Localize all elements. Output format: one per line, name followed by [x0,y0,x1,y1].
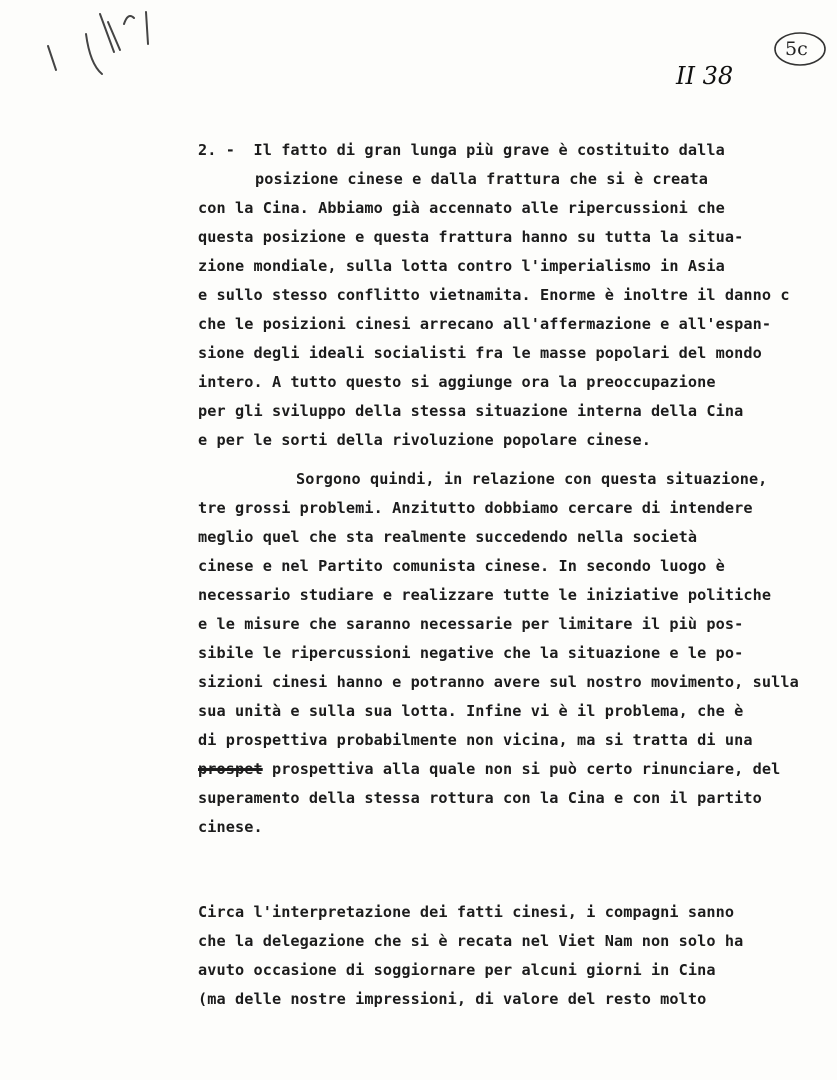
text-line: sizioni cinesi hanno e potranno avere sul nostro movimento, sulla [198,673,799,691]
text-line: posizione cinese e dalla frattura che si è creata [255,170,708,188]
text-line: (ma delle nostre impressioni, di valore del resto molto [198,990,707,1008]
text-line: Circa l'interpretazione dei fatti cinesi, i compagni sanno [198,903,735,921]
text-line: e per le sorti della rivoluzione popolare cinese. [198,431,651,449]
page-stamp-text: 5c [785,38,808,60]
text-line: questa posizione e questa frattura hanno su tutta la situa- [198,228,744,246]
text-line-continuation: prospettiva alla quale non si può certo rinunciare, del [262,760,781,778]
text-line: sua unità e sulla sua lotta. Infine vi è il problema, che è [198,702,744,720]
text-line: che le posizioni cinesi arrecano all'affermazione e all'espan- [198,315,772,333]
text-line: 2. - Il fatto di gran lunga più grave è costituito dalla [198,141,725,159]
text-line: con la Cina. Abbiamo già accennato alle ripercussioni che [198,199,725,217]
text-line: di prospettiva probabilmente non vicina, ma si tratta di una [198,731,753,749]
page-stamp [772,30,828,68]
page-reference: II 38 [676,62,734,90]
text-line: meglio quel che sta realmente succedendo nella società [198,528,698,546]
text-line: sibile le ripercussioni negative che la situazione e le po- [198,644,744,662]
scan-artifact-mark [28,4,178,84]
text-line: e le misure che saranno necessarie per limitare il più pos- [198,615,744,633]
text-line: Sorgono quindi, in relazione con questa situazione, [296,470,768,488]
struck-out-word: prospet [198,760,263,778]
text-line: sione degli ideali socialisti fra le masse popolari del mondo [198,344,762,362]
text-line: che la delegazione che si è recata nel Viet Nam non solo ha [198,932,744,950]
text-line: necessario studiare e realizzare tutte le iniziative politiche [198,586,772,604]
text-line: e sullo stesso conflitto vietnamita. Enorme è inoltre il danno c [198,286,790,304]
text-line-with-strike [198,760,780,778]
text-line: intero. A tutto questo si aggiunge ora la preoccupazione [198,373,716,391]
text-line: superamento della stessa rottura con la Cina e con il partito [198,789,762,807]
text-line: avuto occasione di soggiornare per alcuni giorni in Cina [198,961,716,979]
text-line: per gli sviluppo della stessa situazione interna della Cina [198,402,744,420]
text-line: tre grossi problemi. Anzitutto dobbiamo cercare di intendere [198,499,753,517]
text-line: cinese e nel Partito comunista cinese. In secondo luogo è [198,557,725,575]
text-line: cinese. [198,818,263,836]
text-line: zione mondiale, sulla lotta contro l'imperialismo in Asia [198,257,725,275]
